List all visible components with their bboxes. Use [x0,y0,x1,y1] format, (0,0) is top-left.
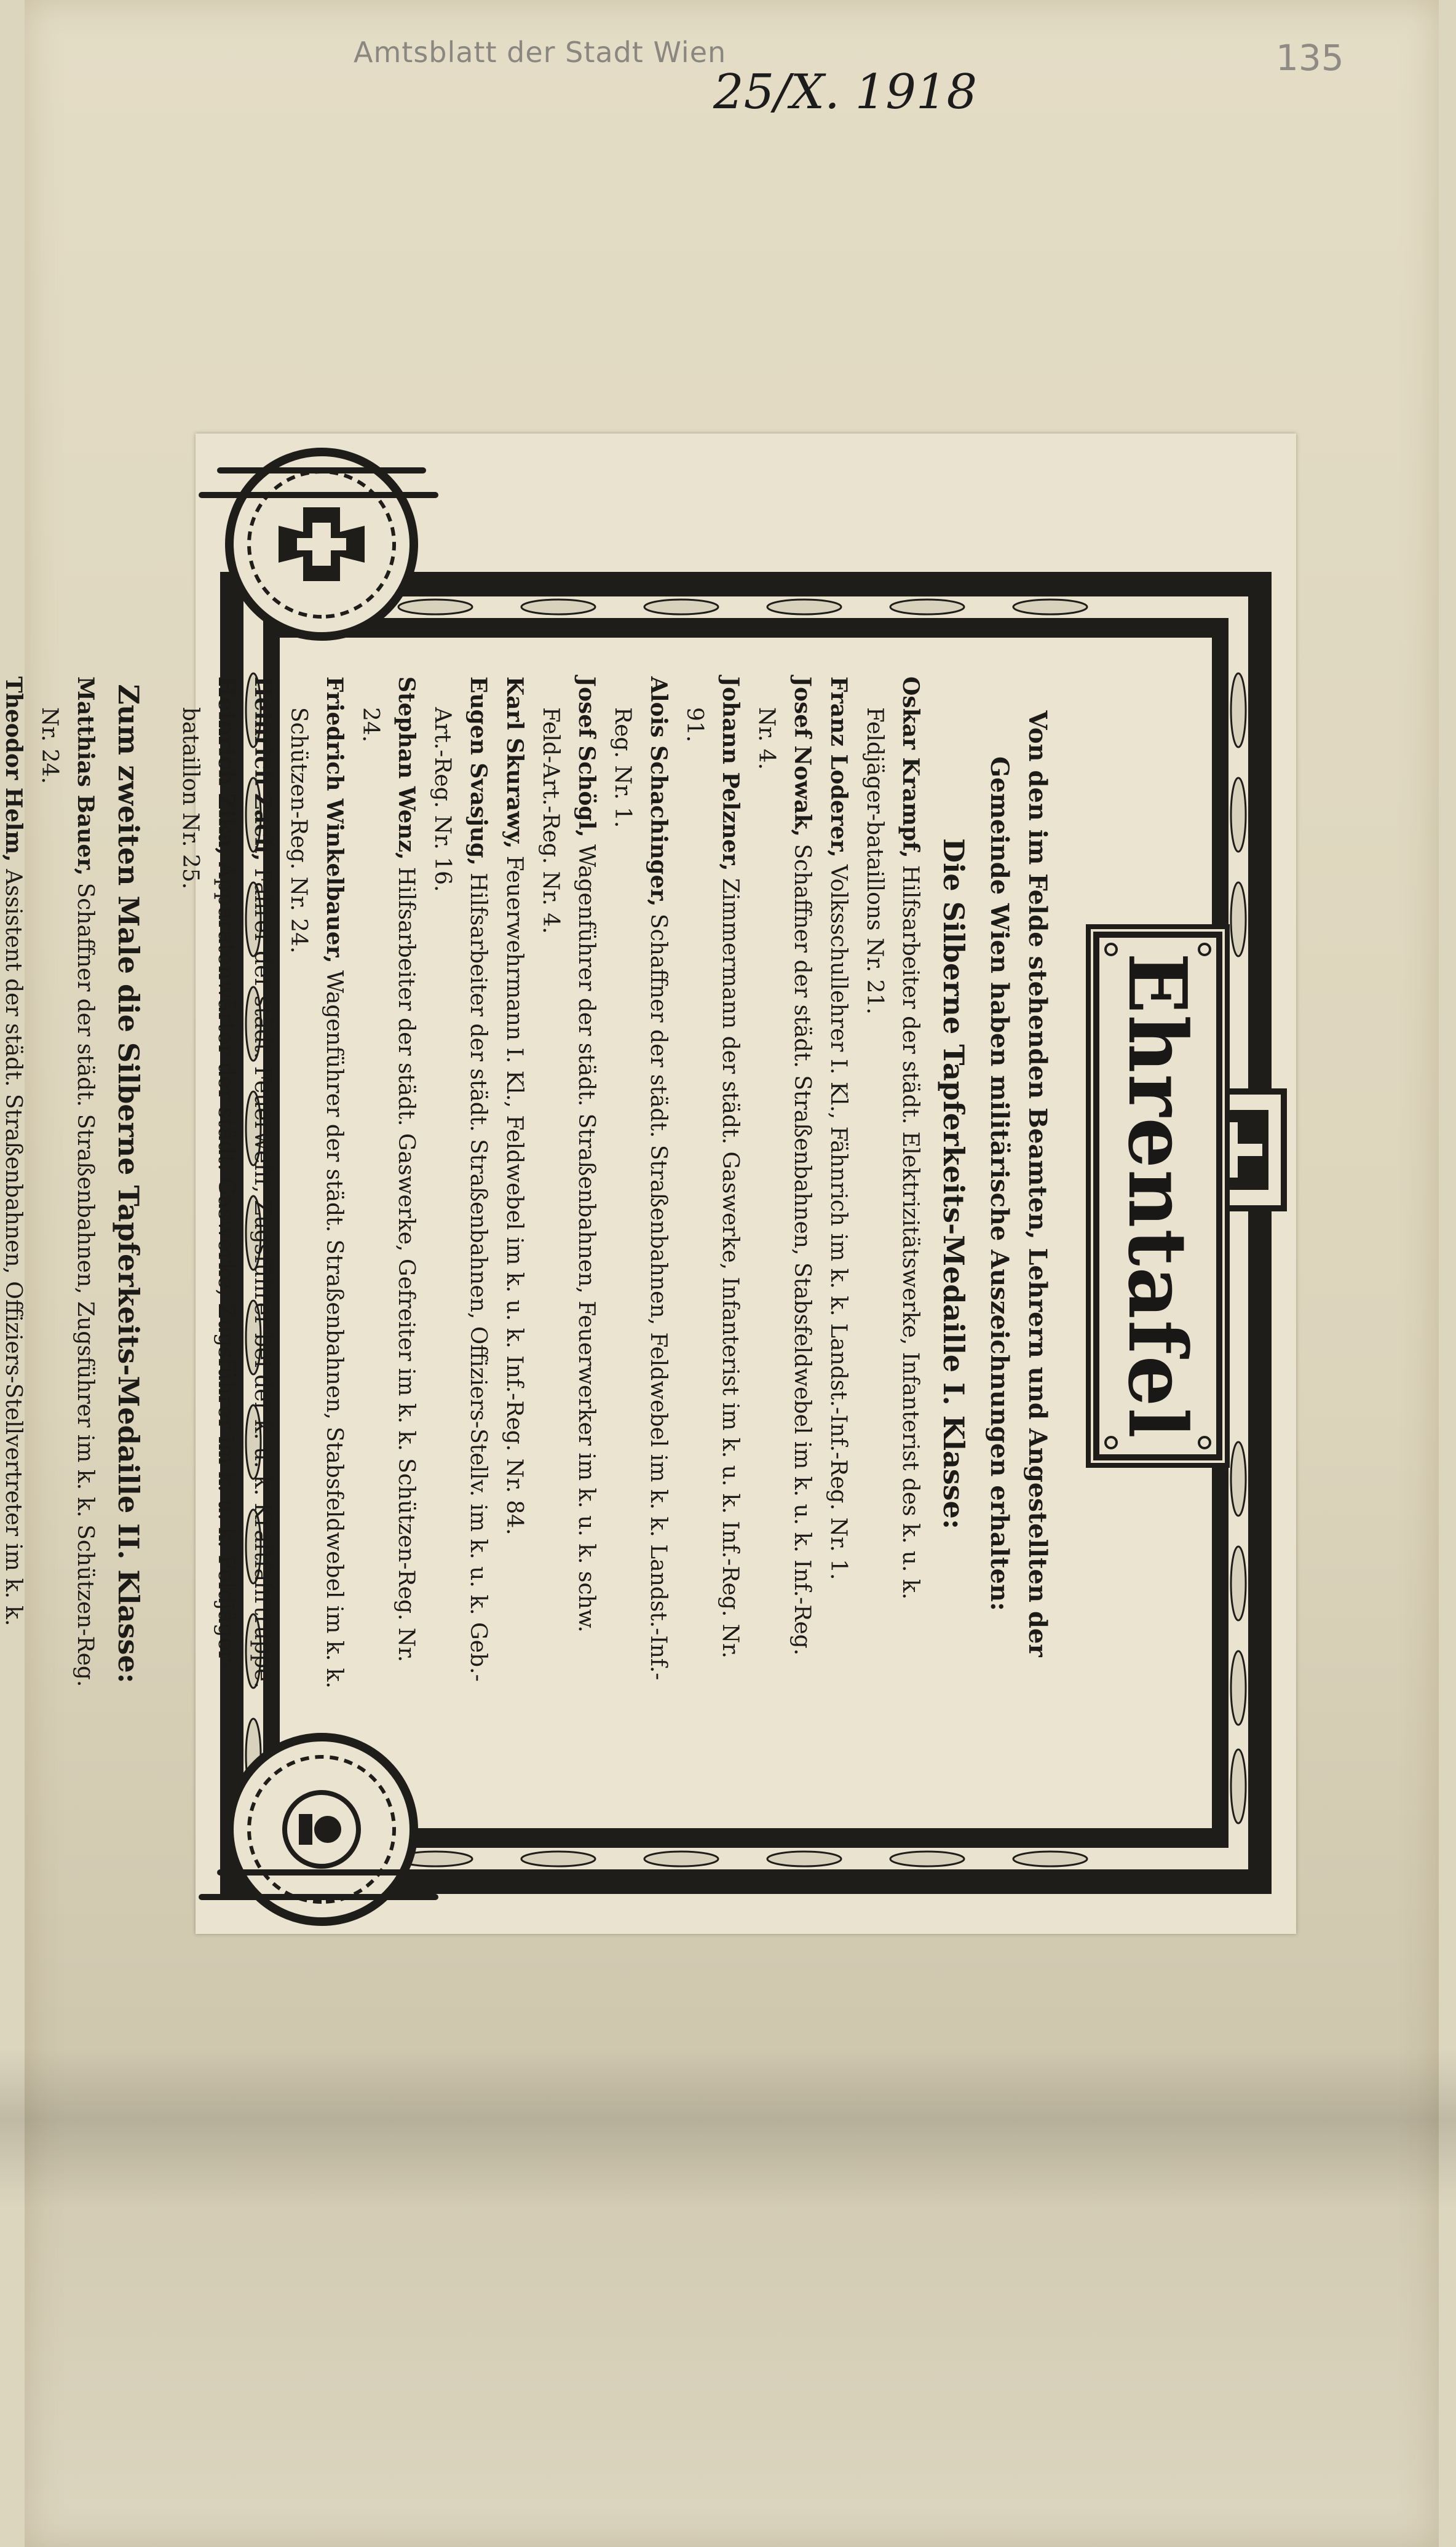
honoree-details: Assistent der städt. Straßenbahnen, Offiziers-Stellvertreter im k. k. [1,869,26,1626]
rivet-icon [1104,1436,1118,1449]
rivet-icon [1104,943,1118,956]
title-plaque [1093,932,1222,1460]
honor-roll-text [0,676,1056,1691]
honor-entry [280,676,352,1691]
honoree-details: Feuerwehrmann I. Kl., Feldwebel im k. u. k. Inf.-Reg. Nr. 84. [502,849,527,1535]
handwritten-date: 25/X. 1918 [713,65,978,120]
honoree-name: Franz Loderer, [826,676,852,858]
clipping-title: Ehrentafel [1110,953,1205,1440]
honoree-name: Matthias Bauer, [73,676,98,876]
honor-entry [820,676,857,1691]
section-1-list [172,676,928,1691]
honoree-details: Apparatenwärter der städt. Gaswerke, Zugsführer im k. u. k. Feldjäger-bataillon Nr. 25. [178,707,239,1669]
honoree-details: Schaffner der städt. Straßenbahnen, Stabsfeldwebel im k. u. k. Inf.-Reg. Nr. 4. [754,707,815,1656]
honoree-details: Wagenführer der städt. Straßenbahnen, Feuerwerker im k. u. k. schw. Feld-Art.-Reg. Nr. 4. [538,707,599,1633]
honoree-name: Alois Schachinger, [646,676,671,907]
honor-entry [424,676,496,1691]
honoree-details: Zimmermann der städt. Gaswerke, Infanterist im k. u. k. Inf.-Reg. Nr. 91. [682,707,743,1658]
honoree-details: Wagenführer der städt. Straßenbahnen, Stabsfeldwebel im k. k. Schützen-Reg. Nr. 24. [286,707,347,1689]
honor-entry [0,676,31,1691]
honoree-name: Karl Skurawy, [502,676,528,849]
honoree-name: Oskar Krampf, [898,676,924,858]
honoree-name: Eugen Svasjug, [465,676,491,866]
honoree-name: Stephan Wenz, [394,676,419,860]
newspaper-stamp: Amtsblatt der Stadt Wien [354,36,727,69]
honoree-name: Johann Pelzner, [718,676,743,871]
section-2-list [0,676,103,1691]
rivet-icon [1198,943,1211,956]
honor-entry [748,676,820,1691]
honor-entry [857,676,928,1691]
honor-entry [496,676,532,1691]
honoree-name: Heinrich Zika, [213,676,239,855]
honor-entry [172,676,244,1691]
honoree-name: Josef Schögl, [574,676,599,838]
scan-shadow-band [0,2048,1456,2208]
honoree-details: Schaffner der städt. Straßenbahnen, Zugsführer im k. k. Schützen-Reg. Nr. 24. [37,707,98,1687]
intro-paragraph: Von den im Felde stehenden Beamten, Lehrern und Angestellten der Gemeinde Wien haben militärische Auszeichnungen erhalten: [985,710,1052,1657]
section-title-2: Zum zweiten Male die Silberne Tapferkeits-Medaille II. Klasse: [112,684,145,1684]
honoree-details: Hilfsarbeiter der städt. Straßenbahnen, Offiziers-Stellv. im k. u. k. Geb.-Art.-Reg. Nr. 16. [430,707,491,1682]
honoree-name: Heinrich Zach, [250,676,275,862]
honor-entry [31,676,103,1691]
newspaper-clipping [1,434,1296,1934]
honor-entry [244,676,280,1691]
page-number: 135 [1276,37,1344,79]
honoree-details: Schaffner der städt. Straßenbahnen, Feldwebel im k. k. Landst.-Inf.-Reg. Nr. 1. [610,707,671,1681]
clipping-rotated [1,434,1296,1934]
rivet-icon [1198,1436,1211,1449]
honoree-details: Volksschullehrer I. Kl., Fähnrich im k. k. Landst.-Inf.-Reg. Nr. 1. [826,857,851,1580]
honoree-details: Hilfsarbeiter der städt. Elektrizitätswerke, Infanterist des k. u. k. Feldjäger-bataillons Nr. 21. [862,707,923,1600]
honor-entry [352,676,424,1691]
honor-entry [676,676,748,1691]
honoree-details: Fahrer der städt. Feuerwehr, Zugsführer bei der k. u. k. Kraftfahrtruppe. [250,861,275,1689]
honoree-name: Friedrich Winkelbauer, [322,676,347,964]
section-title-1: Die Silberne Tapferkeits-Medaille I. Klasse: [937,838,970,1529]
iron-cross-medallion-icon [229,452,414,636]
honoree-name: Josef Nowak, [789,676,815,837]
honoree-details: Hilfsarbeiter der städt. Gaswerke, Gefreiter im k. k. Schützen-Reg. Nr. 24. [358,707,419,1663]
honoree-name: Theodor Helm, [1,676,26,862]
honor-entry [604,676,676,1691]
honor-entry [532,676,604,1691]
